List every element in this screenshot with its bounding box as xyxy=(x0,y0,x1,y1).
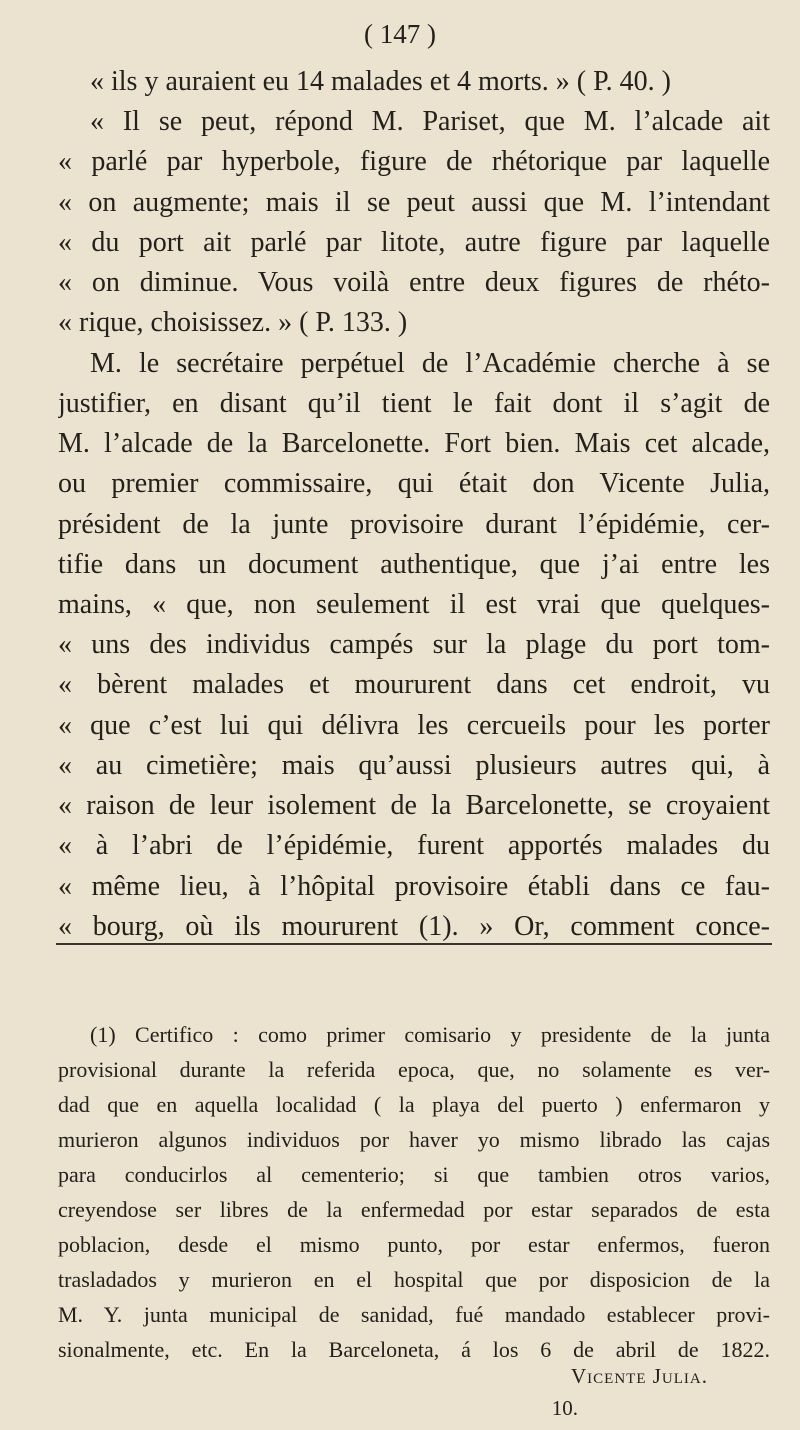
footnote-line: sionalmente, etc. En la Barceloneta, á los 6 de abril de 1822. xyxy=(58,1337,770,1362)
body-line: « parlé par hyperbole, figure de rhétorique par laquelle xyxy=(58,146,770,178)
body-line: « bourg, où ils moururent (1). » Or, comment conce- xyxy=(58,910,770,942)
footnote-divider xyxy=(56,943,772,945)
body-line: « du port ait parlé par litote, autre figure par laquelle xyxy=(58,226,770,258)
body-line: « rique, choisissez. » ( P. 133. ) xyxy=(58,307,408,339)
signature-number: 10. xyxy=(551,1396,578,1420)
body-line: « même lieu, à l’hôpital provisoire établi dans ce fau- xyxy=(58,870,770,902)
page-number-header: ( 147 ) xyxy=(364,19,436,49)
body-line: président de la junte provisoire durant l’épidémie, cer- xyxy=(58,508,770,540)
body-line: « on diminue. Vous voilà entre deux figures de rhéto- xyxy=(58,267,770,299)
body-line: « que c’est lui qui délivra les cercueils pour les porter xyxy=(58,709,770,741)
footnote-line: murieron algunos individuos por haver yo mismo librado las cajas xyxy=(58,1127,770,1152)
body-line: « ils y auraient eu 14 malades et 4 morts. » ( P. 40. ) xyxy=(90,66,671,97)
footnote-line: (1) Certifico : como primer comisario y presidente de la junta xyxy=(90,1022,770,1047)
body-line: « bèrent malades et moururent dans cet endroit, vu xyxy=(58,669,770,701)
footnote-line: provisional durante la referida epoca, que, no solamente es ver- xyxy=(58,1057,770,1082)
main-text-continued xyxy=(0,0,800,1)
body-line: « Il se peut, répond M. Pariset, que M. l’alcade ait xyxy=(90,106,770,138)
body-line: mains, « que, non seulement il est vrai que quelques- xyxy=(58,588,770,620)
footnote-line: dad que en aquella localidad ( la playa del puerto ) enfermaron y xyxy=(58,1092,770,1117)
body-line: ou premier commissaire, qui était don Vicente Julia, xyxy=(58,468,770,500)
footnote-line: poblacion, desde el mismo punto, por estar enfermos, fueron xyxy=(58,1232,770,1257)
footnote-line: para conducirlos al cementerio; si que tambien otros varios, xyxy=(58,1162,770,1187)
footnote-line: creyendose ser libres de la enfermedad por estar separados de esta xyxy=(58,1197,770,1222)
body-line: « à l’abri de l’épidémie, furent apportés malades du xyxy=(58,830,770,862)
body-line: « au cimetière; mais qu’aussi plusieurs autres qui, à xyxy=(58,749,770,781)
body-line: M. l’alcade de la Barcelonette. Fort bien. Mais cet alcade, xyxy=(58,428,770,460)
body-line: M. le secrétaire perpétuel de l’Académie cherche à se xyxy=(90,347,770,379)
footnote-line: M. Y. junta municipal de sanidad, fué mandado establecer provi- xyxy=(58,1302,770,1327)
footnote-signature: Vicente Julia. xyxy=(571,1364,708,1388)
body-line: tifie dans un document authentique, que j’ai entre les xyxy=(58,548,770,580)
body-line: justifier, en disant qu’il tient le fait dont il s’agit de xyxy=(58,387,770,419)
body-line: « uns des individus campés sur la plage du port tom- xyxy=(58,629,770,661)
body-line: « on augmente; mais il se peut aussi que M. l’intendant xyxy=(58,186,770,218)
body-line: « raison de leur isolement de la Barcelonette, se croyaient xyxy=(58,790,770,822)
footnote-line: trasladados y murieron en el hospital que por disposicion de la xyxy=(58,1267,770,1292)
